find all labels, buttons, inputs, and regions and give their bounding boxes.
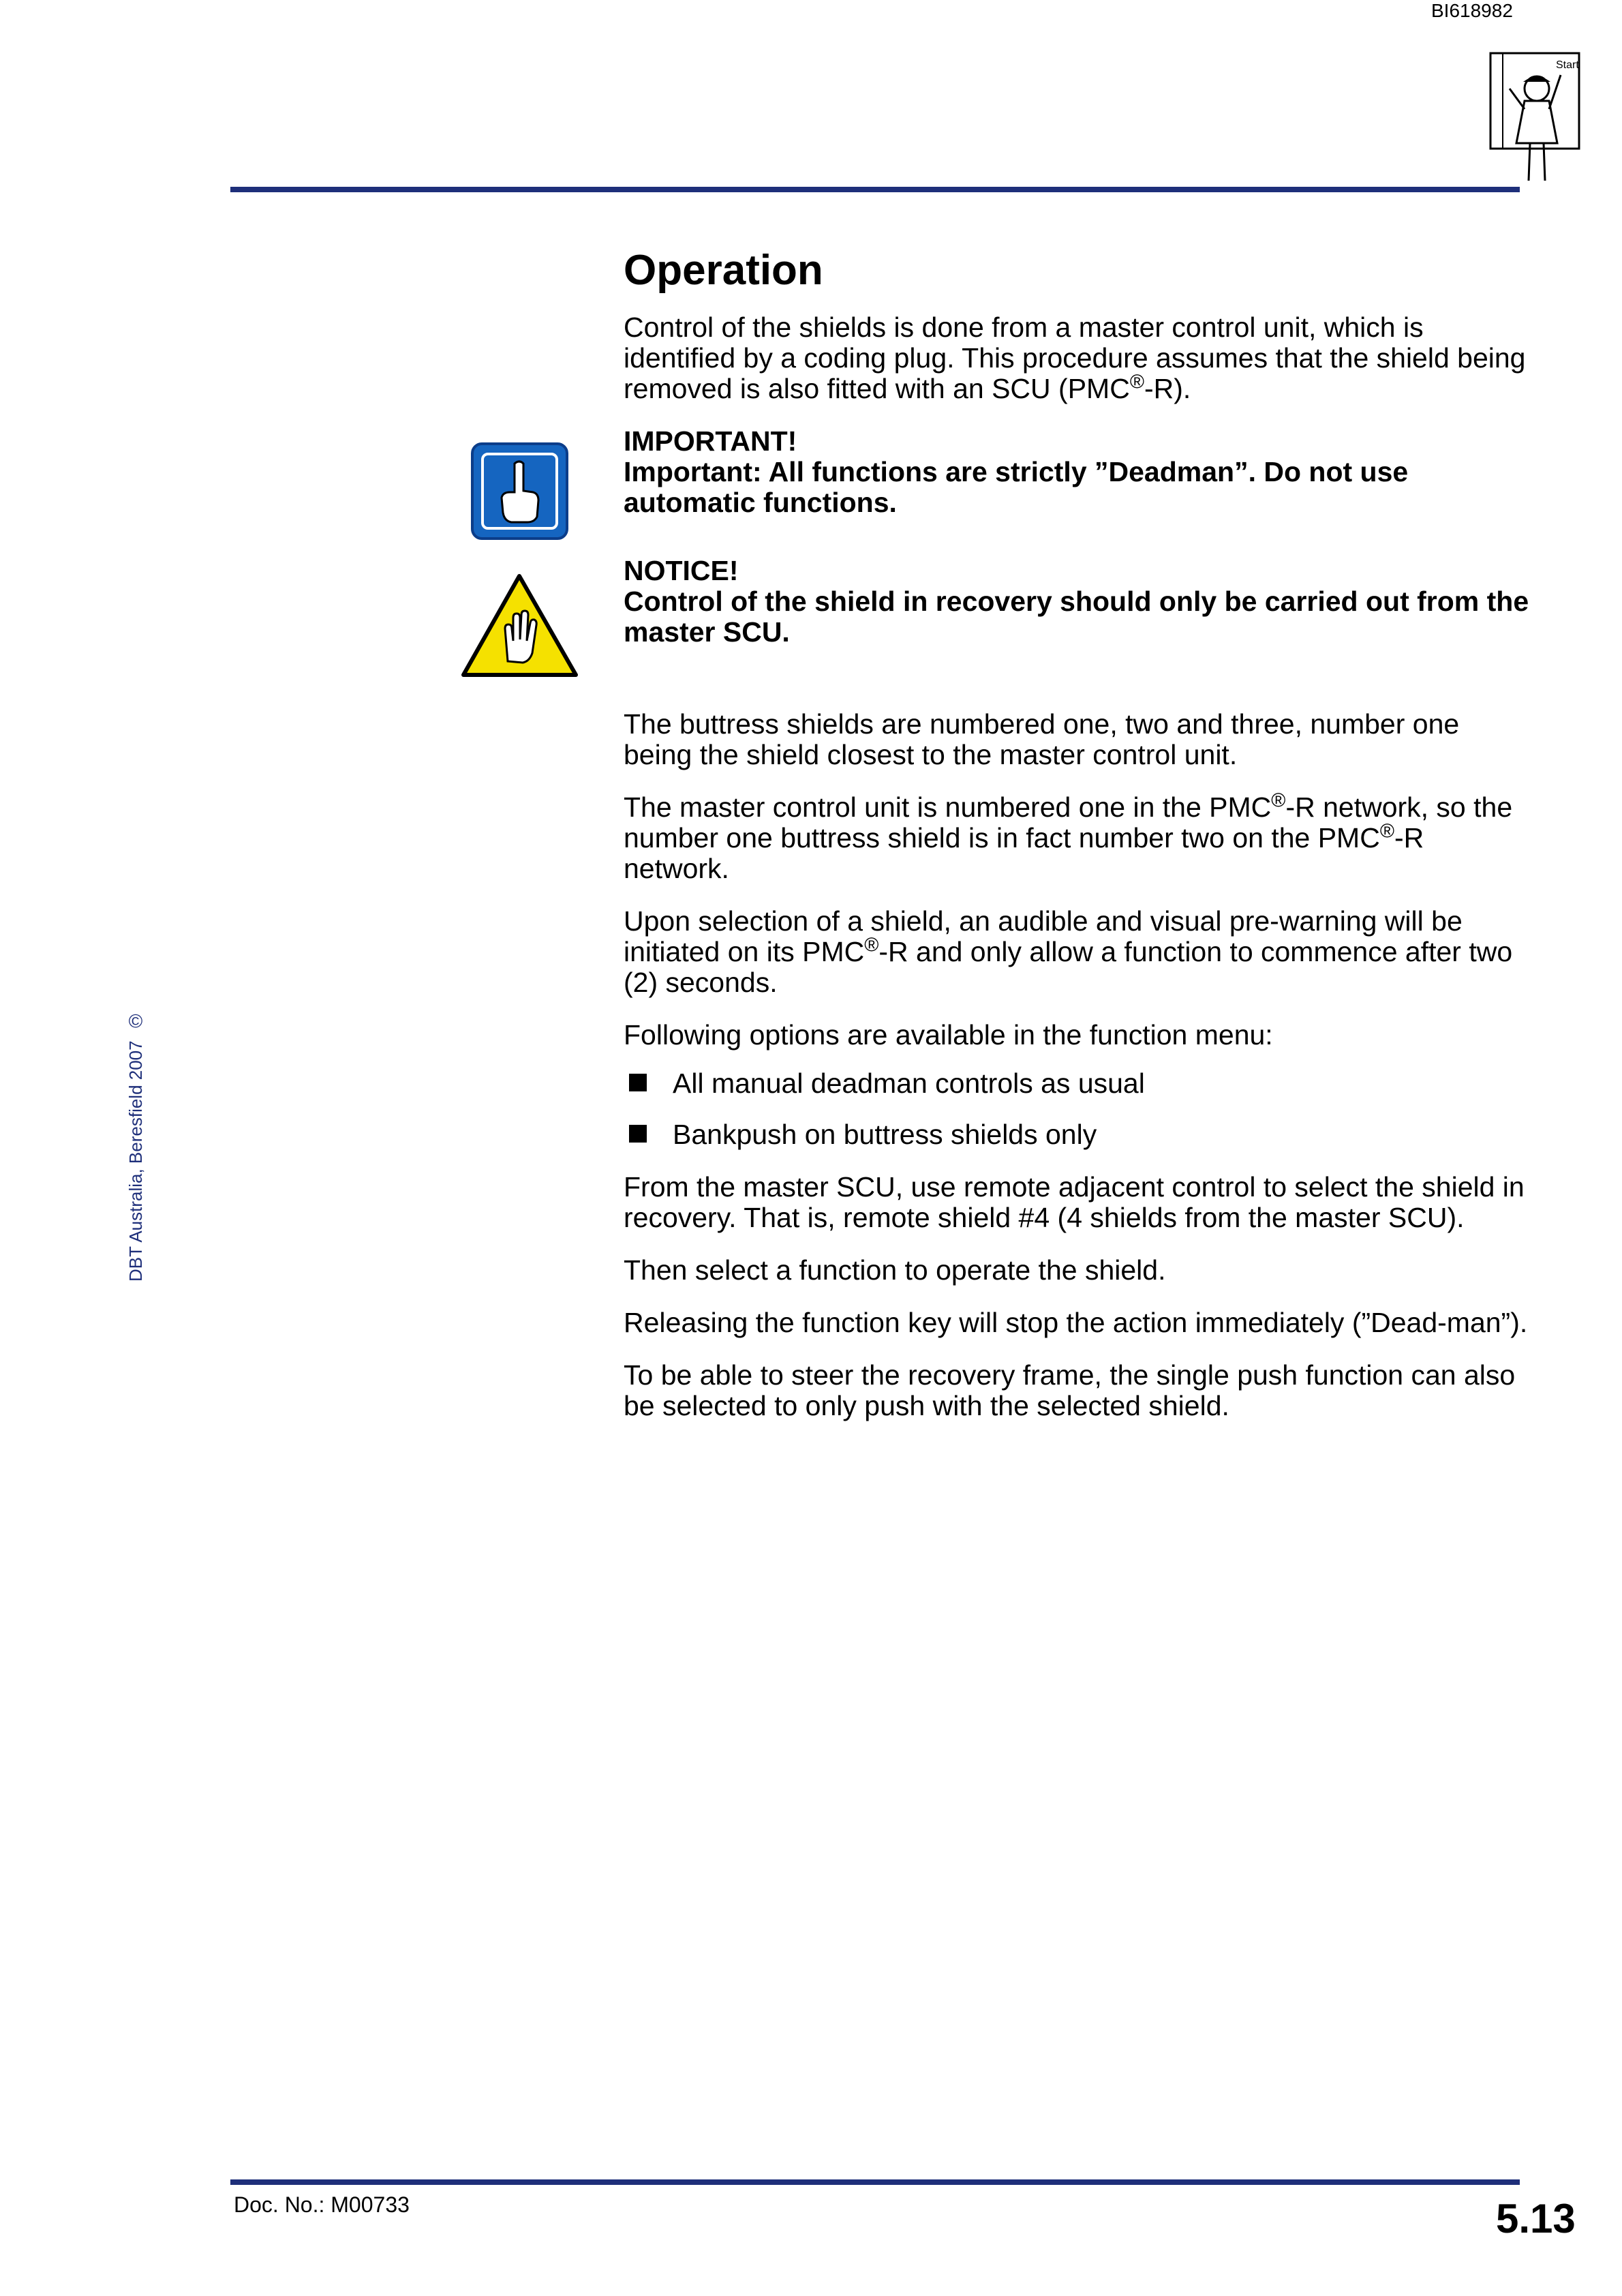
paragraph: To be able to steer the recovery frame, the single push function can also be selected to only push with the selected shield. — [624, 1359, 1516, 1422]
notice-note — [624, 556, 1530, 648]
bullet-square-icon — [629, 1074, 647, 1091]
paragraph: The buttress shields are numbered one, two and three, number one being the shield closest to the master control unit. — [624, 708, 1460, 771]
doc-number: Doc. No.: M00733 — [234, 2192, 410, 2217]
sidebar-credit — [125, 1010, 147, 1282]
page-number: 5.13 — [1496, 2196, 1576, 2241]
bullet-square-icon — [629, 1125, 647, 1143]
footer-rule — [230, 2179, 1520, 2185]
paragraph: From the master SCU, use remote adjacent control to select the shield in recovery. That is, remote shield #4 (4 shields from the master SCU). — [624, 1171, 1525, 1234]
list-item — [624, 1119, 1530, 1150]
paragraph: Upon selection of a shield, an audible and visual pre-warning will be initiated on its PMC®-R and only allow a function to commence after two (2) seconds. — [624, 905, 1513, 999]
paragraph: The master control unit is numbered one in the PMC®-R network, so the number one buttress shield is in fact number two on the PMC®-R network. — [624, 789, 1513, 885]
important-heading: IMPORTANT! — [624, 425, 797, 457]
important-note — [624, 426, 1530, 518]
options-list — [624, 1068, 1530, 1150]
header-rule — [230, 187, 1520, 192]
important-text: Important: All functions are strictly ”Deadman”. Do not use automatic functions. — [624, 456, 1409, 519]
credit-text: DBT Australia, Beresfield 2007 — [125, 1040, 146, 1282]
page-title: Operation — [624, 247, 823, 294]
paragraph: Releasing the function key will stop the action immediately (”Dead-man”). — [624, 1307, 1528, 1339]
miner-start-icon — [1489, 48, 1581, 184]
paragraph: Following options are available in the function menu: — [624, 1019, 1273, 1051]
paragraph: Then select a function to operate the shield. — [624, 1254, 1166, 1286]
notice-heading: NOTICE! — [624, 555, 739, 587]
list-item — [624, 1068, 1530, 1099]
document-id: BI618982 — [1431, 0, 1513, 21]
main-content — [624, 245, 1530, 1443]
notice-text: Control of the shield in recovery should only be carried out from the master SCU. — [624, 586, 1529, 648]
copyright-symbol: © — [128, 1010, 143, 1032]
start-icon-label: Start — [1556, 59, 1579, 71]
list-item-text: Bankpush on buttress shields only — [673, 1119, 1097, 1151]
raised-hand-warning-icon — [460, 573, 579, 678]
pointing-hand-icon — [470, 442, 569, 541]
intro-paragraph: Control of the shields is done from a master control unit, which is identified by a coding plug. This procedure assumes that the shield being removed is also fitted with an SCU (PMC®-R). — [624, 312, 1526, 405]
list-item-text: All manual deadman controls as usual — [673, 1068, 1145, 1100]
